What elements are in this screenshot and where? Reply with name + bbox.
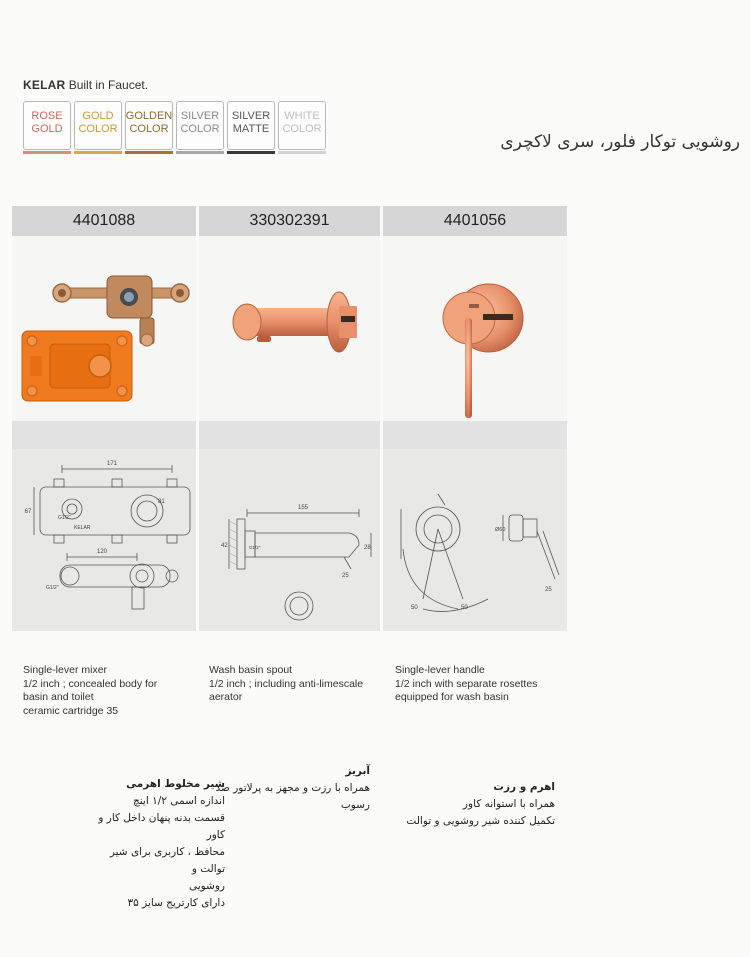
swatch-white-color[interactable] (278, 101, 326, 150)
dim-length: 155 (297, 505, 309, 511)
desc-line: equipped for wash basin (395, 691, 509, 703)
dim-size: G1/2" (249, 545, 261, 550)
product-description-fa-spout (210, 763, 370, 814)
swatch-bar (23, 151, 71, 154)
product-code: 4401088 (12, 206, 196, 236)
desc-fa-title: شیر مخلوط اهرمی (126, 778, 225, 790)
mixer-technical-drawing (12, 449, 196, 631)
swatch-line1: GOLD (82, 110, 114, 122)
product-photo-spout[interactable] (199, 236, 380, 421)
dim-height: 42 (221, 543, 228, 549)
product-column-spout (199, 206, 380, 631)
dim-dia: Ø60 (495, 527, 506, 533)
product-code: 4401056 (383, 206, 567, 236)
desc-fa-title: اهرم و رزت (493, 781, 555, 793)
swatch-bar (278, 151, 326, 154)
desc-line: ceramic cartridge 35 (23, 704, 119, 717)
swatch-rose-gold[interactable] (23, 101, 71, 150)
product-code: 330302391 (199, 206, 380, 236)
swatch-line2: GOLD (31, 123, 63, 135)
desc-fa-line: تکمیل کننده شیر روشویی و توالت (406, 815, 555, 827)
desc-fa-line: همراه با استوانه کاور (462, 798, 555, 810)
spout-photo-illustration (199, 236, 380, 421)
product-description-fa-handle (395, 779, 555, 830)
brand-tagline: Built in Faucet. (68, 78, 149, 92)
desc-fa-line: روشویی (188, 880, 225, 892)
dim-a: 50 (411, 605, 418, 611)
product-photo-mixer[interactable] (12, 236, 196, 421)
desc-fa-line: اندازه اسمی ۱/۲ اینچ (132, 795, 225, 807)
dim-tip: 28 (364, 545, 371, 551)
desc-line: 1/2 inch ; including anti-limescale (209, 677, 364, 690)
column-divider (12, 421, 196, 449)
swatch-line1: WHITE (284, 110, 320, 122)
dim-lower: 120 (96, 549, 108, 555)
desc-line: Single-lever handle (395, 664, 485, 676)
swatch-bar (74, 151, 122, 154)
swatch-bar (176, 151, 224, 154)
desc-line: basin and toilet (23, 691, 94, 703)
desc-line: 1/2 inch with separate rosettes (395, 677, 538, 690)
technical-drawing-mixer[interactable] (12, 449, 196, 631)
brand-name: KELAR (23, 78, 66, 92)
desc-line: aerator (209, 691, 243, 703)
swatch-line2: MATTE (232, 123, 270, 135)
product-description-fa-mixer (85, 776, 225, 912)
swatch-silver-color[interactable] (176, 101, 224, 150)
desc-fa-line: همراه با رزت و مجهز به پرلاتور ضد (215, 782, 370, 794)
technical-drawing-spout[interactable] (199, 449, 380, 631)
swatch-bar (227, 151, 275, 154)
swatch-line1: SILVER (231, 110, 271, 122)
dim-size-lower: G1/2" (46, 585, 59, 591)
swatch-line1: SILVER (180, 110, 220, 122)
product-photo-handle[interactable] (383, 236, 567, 421)
dim-dia: 81 (158, 499, 165, 505)
dim-size: G1/2" (58, 515, 71, 521)
color-swatches (23, 101, 326, 150)
swatch-bar (125, 151, 173, 154)
product-description-spout (209, 664, 374, 705)
column-divider (199, 421, 380, 449)
handle-technical-drawing (383, 449, 567, 631)
spout-technical-drawing (199, 449, 380, 631)
desc-fa-line: دارای کارتریج سایز ۳۵ (127, 897, 225, 909)
product-description-mixer (23, 664, 183, 718)
dim-b: 50 (461, 605, 468, 611)
product-description-handle (395, 664, 555, 705)
desc-line: 1/2 inch ; concealed body for (23, 677, 158, 690)
product-column-mixer (12, 206, 196, 631)
desc-fa-line: قسمت بدنه پنهان داخل کار و کاور (98, 812, 225, 841)
desc-fa-line: رسوب (340, 799, 370, 811)
swatch-line2: COLOR (282, 123, 322, 135)
dim-side: 25 (545, 587, 552, 593)
swatch-line2: COLOR (129, 123, 169, 135)
page-title: روشویی توکار فلور، سری لاکچری (500, 132, 740, 152)
product-grid (12, 206, 567, 631)
handle-photo-illustration (383, 236, 567, 421)
product-column-handle (383, 206, 567, 631)
swatch-gold-color[interactable] (74, 101, 122, 150)
mixer-photo-illustration (12, 236, 196, 421)
drawing-label: KELAR (74, 525, 91, 531)
dim-width: 171 (106, 461, 118, 467)
technical-drawing-handle[interactable] (383, 449, 567, 631)
desc-line: Single-lever mixer (23, 664, 108, 676)
desc-line: Wash basin spout (209, 664, 293, 676)
swatch-line2: COLOR (180, 123, 220, 135)
brand-header (23, 78, 148, 92)
swatch-golden-color[interactable] (125, 101, 173, 150)
swatch-line1: ROSE (31, 110, 63, 122)
dim-height: 67 (24, 509, 32, 515)
swatch-silver-matte[interactable] (227, 101, 275, 150)
swatch-line1: GOLDEN (125, 110, 173, 122)
dim-dia: 25 (342, 573, 349, 579)
swatch-line2: COLOR (78, 123, 118, 135)
column-divider (383, 421, 567, 449)
desc-fa-line: محافظ ، کاربری برای شیر توالت و (109, 846, 225, 875)
desc-fa-title: آبریز (345, 765, 370, 777)
